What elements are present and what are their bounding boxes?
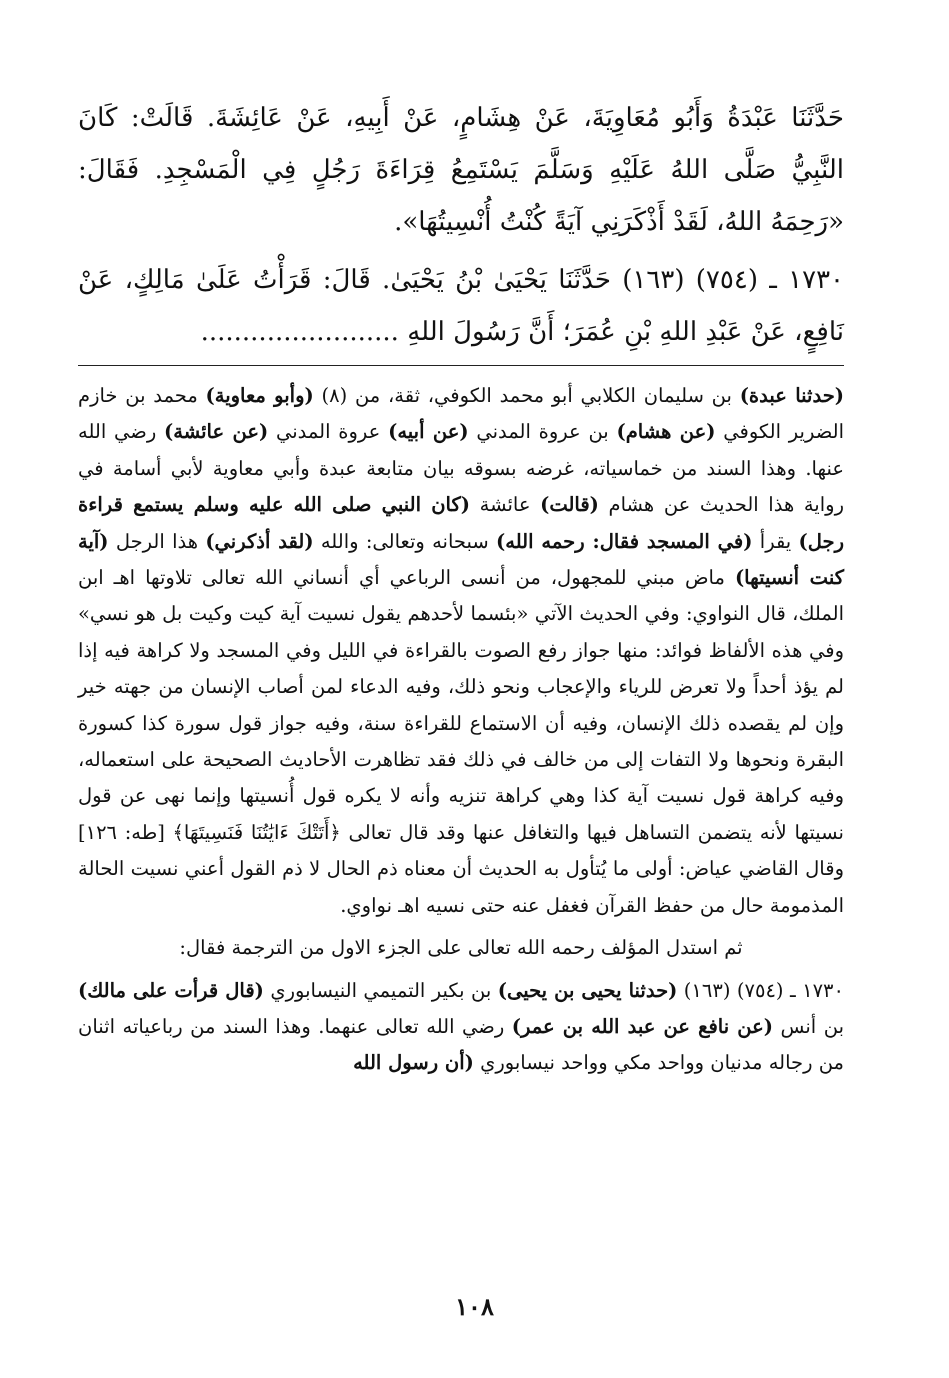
- bold-phrase: (آية كنت أنسيتها): [78, 529, 844, 590]
- bold-phrase: (لقد أذكرني): [205, 529, 314, 553]
- text-run: ماض مبني للمجهول، من أنسى الرباعي أي أنساني الله تعالى تلاوتها اهـ ابن الملك، قال النواوي: وفي الحديث الآتي «بئسما لأحدهم يقول نسيت آية كيت وكيت بل هو نسي» وفي هذه الألفاظ فوائد: منها جواز رفع الصوت بالقراءة في الليل وفي المسجد ولا كراهة فيه إذا لم يؤذ أحداً ولا تعرض للرياء والإعجاب ونحو ذلك، وفيه الدعاء لمن أصاب الإنسان من جهته خير وإن لم يقصده ذلك الإنسان، وفيه أن الاستماع للقراءة سنة، وفيه جواز قول سورة كذا كسورة البقرة ونحوها ولا التفات إلى من خالف في ذلك فقد تظاهرت الأحاديث الصحيحة على استعماله، وفيه كراهة قول نسيت آية كذا وهي كراهة تنزيه وأنه لا يكره قول أُنسيتها وإنما نهى عن قول نسيتها لأنه يتضمن التساهل فيها والتغافل عنها وقد قال تعالى: [78, 566, 844, 844]
- text-run: بن أنس: [772, 1014, 845, 1038]
- bold-phrase: (حدثنا يحيى بن يحيى): [497, 978, 678, 1002]
- bold-phrase: (حدثنا عبدة): [739, 384, 844, 407]
- text-run: سبحانه وتعالى: والله: [313, 529, 497, 553]
- text-run: عائشة: [470, 493, 541, 517]
- text-run: ﴿أَتَتْكَ ءَايَٰتُنَا فَنَسِيتَهَا﴾: [172, 820, 341, 844]
- text-run: رضي الله عنها. وهذا السند من خماسياته، غرضه بسوقه بيان متابعة عبدة وأبي معاوية لأبي أسامة في رواية هذا الحديث عن هشام: [78, 420, 844, 517]
- hadith-1730-text: حَدَّثَنَا يَحْيَىٰ بْنُ يَحْيَىٰ. قَالَ: قَرَأْتُ عَلَىٰ مَالِكٍ، عَنْ نَافِعٍ، عَنْ عَبْدِ اللهِ بْنِ عُمَرَ؛ أَنَّ رَسُولَ اللهِ: [78, 265, 844, 347]
- bold-phrase: (عن عائشة): [164, 420, 269, 444]
- bold-phrase: (وأبو معاوية): [205, 384, 314, 407]
- commentary-transition: ثم استدل المؤلف رحمه الله تعالى على الجزء الاول من الترجمة فقال:: [179, 936, 743, 960]
- hadith-1730: [78, 254, 844, 358]
- commentary-paragraph-1: [78, 378, 844, 924]
- separator-line: [78, 365, 844, 366]
- text-run: ١٧٣٠ ـ (٧٥٤) (١٦٣): [677, 978, 845, 1002]
- text-run: هذا الرجل: [108, 529, 206, 553]
- bold-phrase: (قالت): [540, 493, 599, 517]
- text-run: بن سليمان الكلابي أبو محمد الكوفي، ثقة، من (٨): [313, 384, 740, 407]
- continuation-dots: ........................: [200, 317, 399, 347]
- text-run: يقرأ: [752, 529, 799, 553]
- hadith-1729: حَدَّثَنَا عَبْدَةُ وَأَبُو مُعَاوِيَةَ، عَنْ هِشَامٍ، عَنْ أَبِيهِ، عَنْ عَائِشَةَ. قَالَتْ: كَانَ النَّبِيُّ صَلَّى اللهُ عَلَيْهِ وَسَلَّمَ يَسْتَمِعُ قِرَاءَةَ رَجُلٍ فِي الْمَسْجِدِ. فَقَالَ: «رَحِمَهُ اللهُ، لَقَدْ أَذْكَرَنِي آيَةً كُنْتُ أُنْسِيتُهَا».: [78, 103, 844, 237]
- bold-phrase: (عن هشام): [616, 420, 716, 444]
- page-number: ١٠٨: [455, 1292, 494, 1321]
- commentary-paragraph-2: [78, 973, 844, 1082]
- bold-phrase: (عن أبيه): [388, 420, 469, 444]
- text-run: عروة المدني: [268, 420, 389, 444]
- text-run: [طه: ١٢٦] وقال القاضي عياض: أولى ما يُتأول به الحديث أن معناه ذم الحال لا ذم القول أعني نسيت الحالة المذمومة حال من حفظ القرآن فغفل عنه حتى نسيه اهـ نواوي.: [78, 820, 844, 917]
- bold-phrase: (أن رسول الله: [353, 1051, 474, 1075]
- bold-phrase: (عن نافع عن عبد الله بن عمر): [511, 1014, 773, 1038]
- bold-phrase: (كان النبي صلى الله عليه وسلم يستمع قراءة رجل): [78, 493, 845, 553]
- bold-phrase: (في المسجد فقال: رحمه الله): [496, 529, 753, 553]
- commentary: [78, 378, 844, 1082]
- hadith-text: [78, 92, 844, 358]
- text-run: محمد بن خازم الضرير الكوفي: [78, 384, 845, 444]
- hadith-1730-number: ١٧٣٠ ـ (٧٥٤) (١٦٣): [622, 265, 844, 295]
- bold-phrase: (قال قرأت على مالك): [78, 978, 264, 1002]
- text-run: رضي الله تعالى عنهما. وهذا السند من رباعياته اثنان من رجاله مدنيان وواحد مكي وواحد نيسابوري: [78, 1014, 844, 1075]
- text-run: بن عروة المدني: [468, 420, 617, 444]
- text-run: بن بكير التميمي النيسابوري: [263, 978, 498, 1002]
